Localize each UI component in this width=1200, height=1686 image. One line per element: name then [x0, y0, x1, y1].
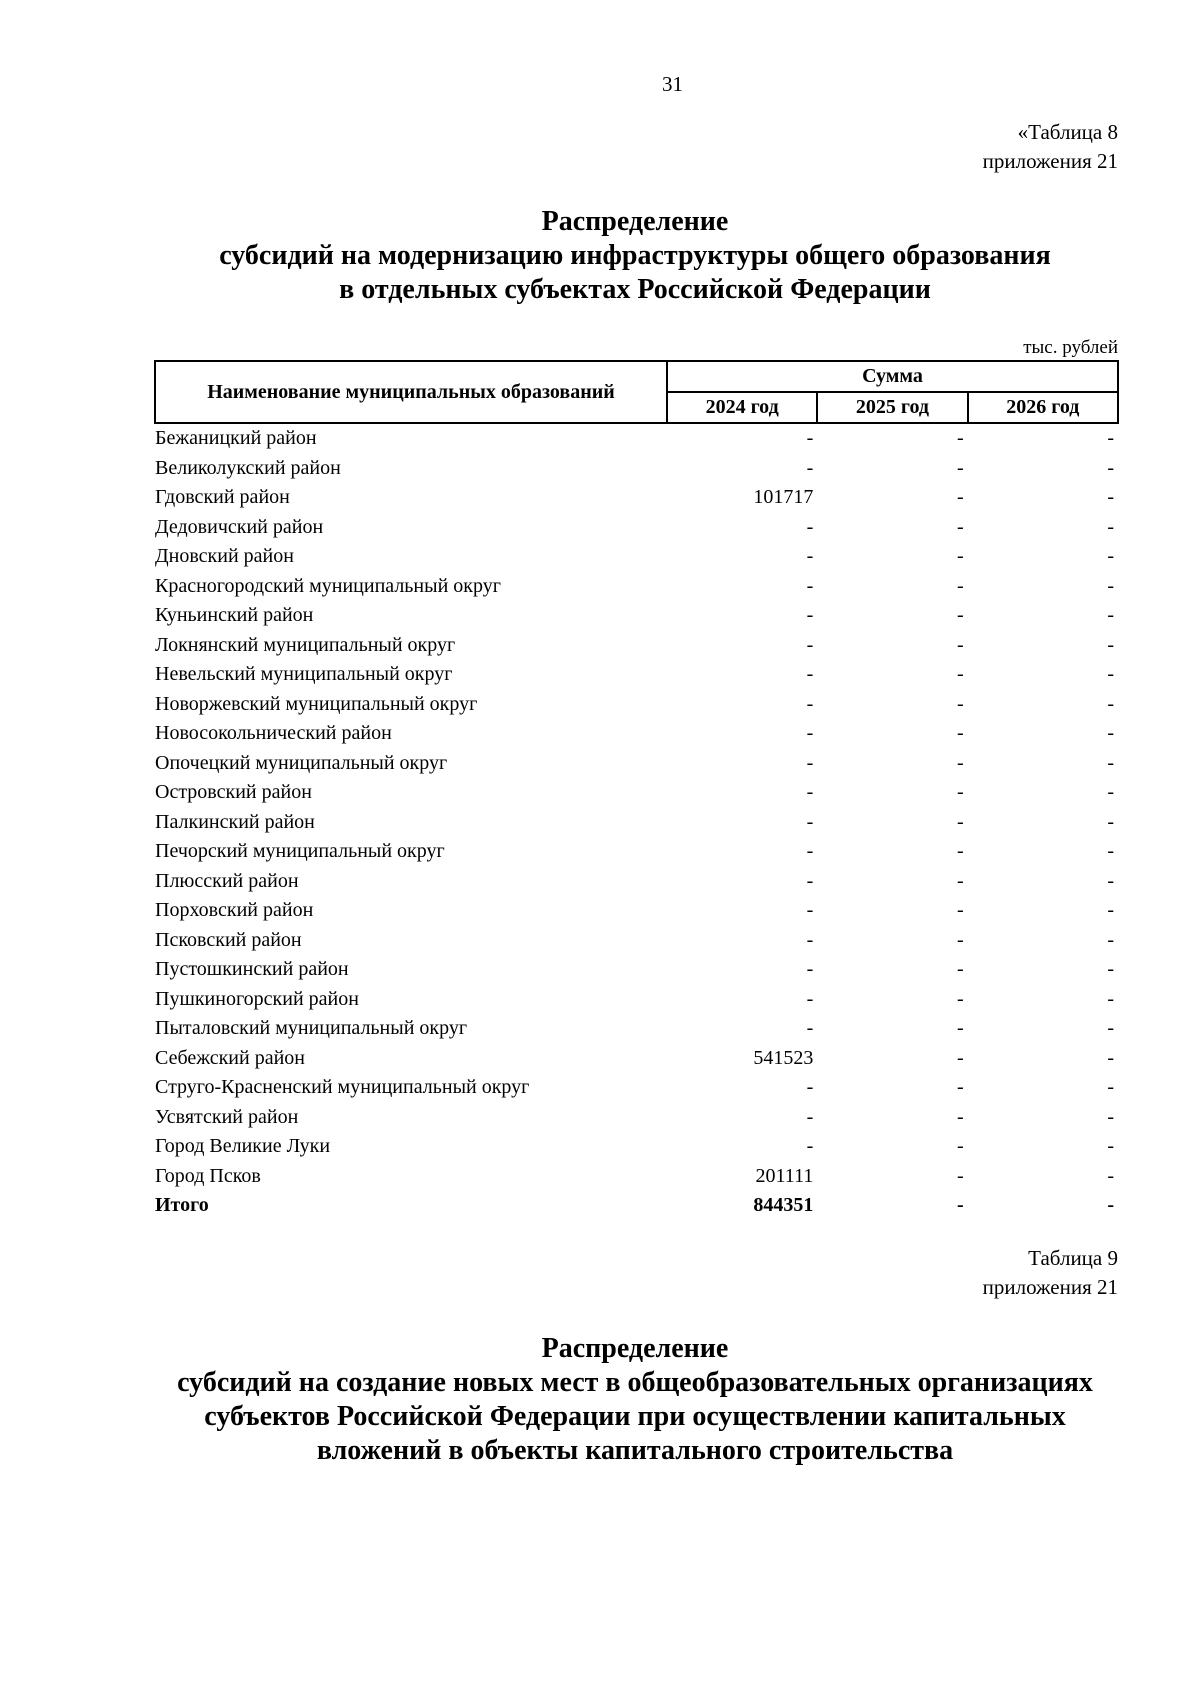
value-2024: -	[806, 781, 814, 803]
table-row	[155, 719, 1118, 749]
table-row	[155, 631, 1118, 661]
table-row	[155, 1103, 1118, 1133]
value-2025: -	[956, 604, 964, 626]
value-2024: -	[806, 987, 814, 1010]
value-2025: -	[956, 427, 964, 449]
units-label: тыс. рублей	[1023, 337, 1118, 358]
value-2025: -	[956, 1105, 964, 1128]
header-2026: 2026 год	[968, 392, 1118, 423]
row-name: Город Великие Луки	[155, 1135, 331, 1157]
table-row	[155, 513, 1118, 543]
title-line: Распределение	[541, 1333, 729, 1364]
value-2024: 201111	[755, 1164, 814, 1187]
row-name: Куньинский район	[155, 604, 314, 626]
table-row	[155, 423, 1118, 454]
value-2025: -	[956, 722, 964, 744]
value-2025: -	[956, 840, 964, 862]
value-2024: -	[806, 633, 814, 656]
value-2024: -	[806, 928, 814, 951]
table8-title	[150, 205, 1120, 307]
row-name: Новоржевский муниципальный округ	[155, 692, 478, 715]
value-2025: -	[956, 1017, 964, 1039]
value-2026: -	[1107, 1164, 1114, 1187]
table-row	[155, 985, 1118, 1015]
value-2024: -	[806, 958, 814, 980]
page-number: 31	[662, 72, 683, 96]
row-name: Струго-Красненский муниципальный округ	[155, 1076, 530, 1098]
table-row	[155, 926, 1118, 956]
value-2026: -	[1107, 751, 1114, 774]
value-2025: -	[956, 899, 964, 921]
value-2026: -	[1107, 840, 1114, 862]
table-row	[155, 837, 1118, 867]
row-name: Дновский район	[155, 545, 294, 567]
value-2025: -	[956, 1046, 964, 1069]
value-2026: -	[1107, 1046, 1114, 1069]
value-2026: -	[1107, 899, 1114, 921]
value-2024: -	[806, 663, 814, 685]
value-2024: -	[806, 751, 814, 774]
value-2024: -	[806, 722, 814, 744]
value-2026: -	[1107, 1017, 1114, 1039]
value-2025: -	[956, 663, 964, 685]
table-row	[155, 867, 1118, 897]
value-2024: -	[806, 574, 814, 597]
table-row	[155, 896, 1118, 926]
table9-reference	[983, 1244, 1118, 1302]
header-name: Наименование муниципальных образований	[155, 361, 667, 423]
table-row	[155, 778, 1118, 808]
value-2024: -	[806, 545, 814, 567]
row-name: Невельский муниципальный округ	[155, 663, 453, 685]
row-name: Печорский муниципальный округ	[155, 840, 445, 862]
value-2026: -	[1107, 515, 1114, 538]
value-2025: -	[956, 692, 964, 715]
table9-ref-line2: приложения 21	[982, 1275, 1118, 1299]
value-2026: -	[1107, 574, 1114, 597]
value-2025: -	[956, 1076, 964, 1098]
value-2025: -	[956, 958, 964, 980]
value-2025: -	[956, 928, 964, 951]
value-2025: -	[956, 987, 964, 1010]
value-2026: -	[1107, 810, 1114, 833]
table9-title	[150, 1332, 1120, 1468]
total-row	[155, 1191, 1118, 1221]
value-2025: -	[956, 1164, 964, 1187]
value-2025: -	[956, 545, 964, 567]
value-2026: -	[1107, 427, 1114, 449]
row-name: Пушкиногорский район	[155, 987, 359, 1010]
row-name: Новосокольнический район	[155, 722, 392, 744]
value-2024: 101717	[753, 486, 814, 508]
value-2024: 541523	[753, 1046, 814, 1069]
value-2024: -	[806, 869, 814, 892]
title-line: субсидий на модернизацию инфраструктуры общего образования	[219, 240, 1051, 271]
value-2026: -	[1107, 486, 1114, 508]
table-row	[155, 1044, 1118, 1074]
value-2024: 844351	[753, 1194, 814, 1216]
value-2025: -	[956, 633, 964, 656]
title-line: вложений в объекты капитального строительства	[316, 1435, 954, 1466]
row-name: Псковский район	[155, 928, 302, 951]
value-2025: -	[956, 515, 964, 538]
row-name: Островский район	[155, 781, 312, 803]
table-row	[155, 483, 1118, 513]
value-2025: -	[956, 1135, 964, 1157]
table-row	[155, 601, 1118, 631]
table-row	[155, 572, 1118, 602]
title-line: в отдельных субъектах Российской Федерации	[339, 274, 931, 305]
subsidy-table	[154, 360, 1119, 1221]
value-2024: -	[806, 899, 814, 921]
value-2024: -	[806, 1105, 814, 1128]
row-name: Город Псков	[155, 1164, 261, 1187]
value-2026: -	[1107, 1194, 1114, 1216]
row-name: Гдовский район	[155, 486, 290, 508]
value-2026: -	[1107, 456, 1114, 479]
row-name: Порховский район	[155, 899, 314, 921]
value-2026: -	[1107, 604, 1114, 626]
table8-reference	[983, 118, 1118, 176]
table9-ref-line1: Таблица 9	[1028, 1246, 1118, 1270]
value-2026: -	[1107, 722, 1114, 744]
row-name: Итого	[155, 1194, 209, 1216]
value-2024: -	[806, 1076, 814, 1098]
value-2025: -	[956, 869, 964, 892]
table-row	[155, 1073, 1118, 1103]
title-line: субъектов Российской Федерации при осуществлении капитальных	[204, 1401, 1066, 1432]
value-2024: -	[806, 604, 814, 626]
table-row	[155, 454, 1118, 484]
value-2024: -	[806, 1135, 814, 1157]
value-2025: -	[956, 456, 964, 479]
value-2026: -	[1107, 545, 1114, 567]
value-2024: -	[806, 692, 814, 715]
row-name: Плюсский район	[155, 869, 299, 892]
row-name: Локнянский муниципальный округ	[155, 633, 456, 656]
row-name: Бежаницкий район	[155, 427, 317, 449]
value-2026: -	[1107, 1076, 1114, 1098]
value-2025: -	[956, 751, 964, 774]
header-sum: Сумма	[667, 361, 1118, 392]
table-row	[155, 749, 1118, 779]
row-name: Палкинский район	[155, 810, 315, 833]
value-2026: -	[1107, 663, 1114, 685]
value-2024: -	[806, 427, 814, 449]
row-name: Великолукский район	[155, 456, 341, 479]
row-name: Усвятский район	[155, 1105, 299, 1128]
value-2025: -	[956, 810, 964, 833]
title-line: субсидий на создание новых мест в общеобразовательных организациях	[177, 1367, 1093, 1398]
value-2024: -	[806, 515, 814, 538]
value-2026: -	[1107, 692, 1114, 715]
value-2026: -	[1107, 1135, 1114, 1157]
table-row	[155, 1014, 1118, 1044]
row-name: Красногородский муниципальный округ	[155, 574, 501, 597]
value-2025: -	[956, 486, 964, 508]
value-2025: -	[956, 781, 964, 803]
row-name: Себежский район	[155, 1046, 305, 1069]
value-2024: -	[806, 810, 814, 833]
row-name: Опочецкий муниципальный округ	[155, 751, 448, 774]
title-line: Распределение	[541, 206, 729, 237]
table-row	[155, 690, 1118, 720]
value-2026: -	[1107, 633, 1114, 656]
value-2026: -	[1107, 1105, 1114, 1128]
value-2024: -	[806, 840, 814, 862]
table-row	[155, 542, 1118, 572]
table-row	[155, 1162, 1118, 1192]
value-2025: -	[956, 574, 964, 597]
table-row	[155, 1132, 1118, 1162]
value-2024: -	[806, 456, 814, 479]
table-row	[155, 660, 1118, 690]
row-name: Пустошкинский район	[155, 958, 349, 980]
value-2026: -	[1107, 928, 1114, 951]
table8-ref-line1: «Таблица 8	[1017, 120, 1118, 144]
header-2024: 2024 год	[667, 392, 817, 423]
value-2024: -	[806, 1017, 814, 1039]
header-2025: 2025 год	[817, 392, 967, 423]
value-2026: -	[1107, 781, 1114, 803]
row-name: Дедовичский район	[155, 515, 324, 538]
value-2026: -	[1107, 987, 1114, 1010]
value-2026: -	[1107, 869, 1114, 892]
table8-ref-line2: приложения 21	[982, 149, 1118, 173]
table-row	[155, 955, 1118, 985]
row-name: Пыталовский муниципальный округ	[155, 1017, 468, 1039]
table-row	[155, 808, 1118, 838]
value-2025: -	[956, 1194, 964, 1216]
value-2026: -	[1107, 958, 1114, 980]
